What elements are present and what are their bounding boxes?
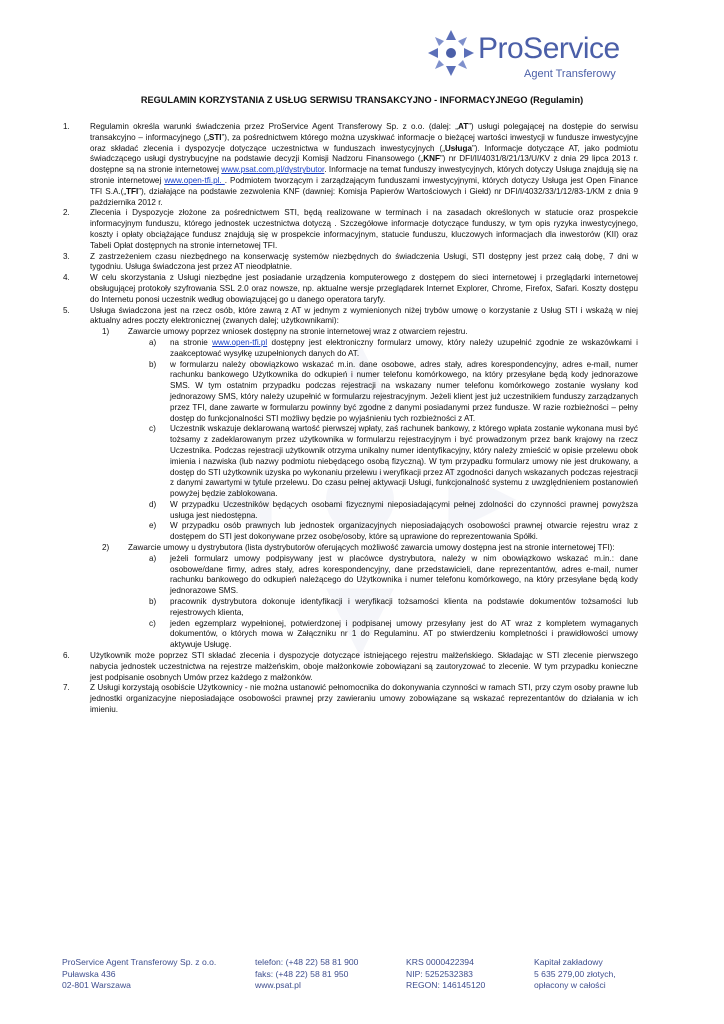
item-5-2-b: [86, 597, 638, 619]
subsection-5-2: [86, 543, 638, 554]
link-open-tfi[interactable]: www.open-tfi.pl.: [164, 175, 225, 185]
company-name: ProService Agent Transferowy Sp. z o.o.: [62, 957, 217, 967]
item-letter: a): [149, 553, 157, 563]
nip: NIP: 5252532383: [406, 968, 473, 979]
section-3: [63, 251, 638, 274]
item-text: W przypadku osób prawnych lub jednostek organizacyjnych nieposiadających osobowości prawnej otwarcie rejestru wraz z dostępem do STI jest dokonywane przez osobę/osoby, które są uprawione do reprezentowania Spółki.: [170, 521, 638, 542]
term-knf: KNF: [423, 154, 440, 164]
company-city: 02-801 Warszawa: [62, 980, 131, 990]
section-7: [63, 683, 638, 715]
text: ”). Informacje dotyczące AT, jako podmiotu świadczącego usługi dystrybucyjne na podstawie decyzji Komisji Nadzoru Finansowego („: [90, 143, 639, 164]
subsection-number: 2): [102, 543, 110, 553]
text: na stronie: [170, 337, 213, 347]
logo-diamond-icon: [426, 28, 476, 78]
text: . Informacje na temat funduszy inwestycyjnych, których dotyczy Usługa znajdują się na stronie internetowej: [90, 165, 638, 185]
section-text: Zlecenia i Dyspozycje złożone za pośrednictwem STI, będą realizowane w terminach i na zasadach określonych w statucie oraz prospekcie informacyjnym funduszu, którego jednostek uczestnictwa dotyczą . Szczegółowe informacje dotyczące funduszy, w tym opis ryzyka inwestycyjnego, koszty i opłaty obciążające fundusz znajdują się w prospekcie informacyjnym, statucie funduszu, kluczowych informacjach dla inwestorów (KII) oraz Tabeli Opłat dostępnych na stronie internetowej TFI.: [90, 208, 638, 250]
section-number: 1.: [63, 122, 70, 131]
regon: REGON: 146145120: [406, 980, 486, 990]
section-2: [63, 208, 638, 251]
item-text: w formularzu należy obowiązkowo wskazać m.in. dane osobowe, adres stały, adres korespondencyjny, adres e-mail, numer rachunku bankowego Użytkownika do odkupień i numer telefonu komórkowego, na który przesyłane będą kody jednorazowe SMS. W tym ostatnim przypadku podczas rejestracji na wskazany numer telefonu komórkowego zostanie wysłany kod jednorazowy SMS, który należy uzupełnić w formularzu rejestracyjnym. Jeżeli klient jest już uczestnikiem funduszy zarządzanych przez TFI, dane zawarte w formularzu powinny być zgodne z danymi posiadanymi przez fundusze. W razie rozbieżności – pełny dostęp do funkcjonalności STI możliwy będzie po wyjaśnieniu tych rozbieżności z AT.: [170, 359, 638, 423]
item-5-2-c: [86, 619, 638, 651]
subsection-text: Zawarcie umowy poprzez wniosek dostępny na stronie internetowej wraz z otwarciem rejestru.: [128, 327, 468, 337]
section-number: 4.: [63, 273, 70, 283]
term-usluga: Usługa: [444, 143, 472, 153]
section-number: 6.: [63, 651, 70, 661]
section-4: [63, 273, 638, 305]
subsection-5-1: [86, 327, 638, 338]
section-number: 3.: [63, 251, 70, 261]
section-5: [63, 305, 638, 328]
text: . Podmiotem tworzącym i zarządzającym funduszami inwestycyjnymi, których dotyczy Usługa jest Open Finance TFI S.A.(„: [90, 175, 639, 196]
item-letter: d): [149, 499, 157, 509]
document-title: REGULAMIN KORZYSTANIA Z USŁUG SERWISU TRANSAKCYJNO - INFORMACYJNEGO (Regulamin): [140, 95, 584, 105]
text: ”) usługi polegającej na dostępie do serwisu transakcyjno – informacyjnego („: [90, 122, 638, 142]
link-dystrybutor[interactable]: www.psat.com.pl/dystrybutor: [221, 165, 325, 175]
item-5-1-b: [86, 360, 638, 425]
text: dostępny jest elektroniczny formularz umowy, który należy uzupełnić zgodnie ze wskazówkami i zaakceptować wysyłkę uzupełnionych danych do AT.: [170, 337, 638, 358]
company-street: Puławska 436: [62, 968, 116, 979]
section-1: [63, 122, 639, 208]
item-text: jeżeli formularz umowy podpisywany jest w placówce dystrybutora, należy w nim obowiązkowo wskazać m.in.: dane osobowe/dane firmy, adres stały, adres korespondencyjny, dane przedstawicieli, dane reprezentantów, adres e-mail, numer rachunku bankowego do odkupień należącego do Użytkownika i numer telefonu komórkowego, na który przesyłane będą kody jednorazowe SMS.: [170, 553, 638, 596]
capital-amount: 5 635 279,00 złotych,: [534, 968, 616, 979]
regulation-body: [63, 122, 639, 716]
footer-registry: [406, 957, 485, 992]
item-5-2-a: [86, 554, 638, 597]
term-at: AT: [457, 122, 469, 131]
section-text: Użytkownik może poprzez STI składać zlecenia i dyspozycje dotyczące istniejącego rejestru małżeńskiego. Składając w STI zlecenie pierwszego nabycia jednostek uczestnictwa na rejestrze małżeńskim, oboje małżonkowie zobowiązani są zautoryzować to zlecenie. W tym przypadku konieczne jest podpisanie osobnych Umów przez każdego z małżonków.: [90, 651, 638, 682]
item-text: pracownik dystrybutora dokonuje identyfikacji i weryfikacji tożsamości klienta na podstawie dokumentów tożsamości lub rejestrowych klienta,: [170, 597, 638, 617]
fax: faks: (+48 22) 58 81 950: [255, 968, 349, 979]
capital-label: Kapitał zakładowy: [534, 957, 603, 967]
krs: KRS 0000422394: [406, 957, 474, 967]
text: ”), za pośrednictwem którego można uzyskiwać informacje o bieżącej wartości inwestycji w fundusze inwestycyjne oraz składać zlecenia i dyspozycje dotyczące uczestnictwa w funduszach inwestycyjnych („: [90, 132, 638, 153]
item-letter: a): [149, 337, 157, 347]
section-6: [63, 651, 638, 683]
footer-company: [62, 957, 216, 992]
item-text: W przypadku Uczestników będących osobami fizycznymi nieposiadającymi pełnej zdolności do czynności prawnej powyższa usługa jest niedostępna.: [170, 499, 638, 520]
section-number: 5.: [63, 305, 70, 315]
capital-status: opłacony w całości: [534, 980, 606, 990]
item-letter: c): [149, 424, 156, 434]
footer-capital: [534, 957, 616, 992]
item-letter: e): [149, 521, 157, 531]
website-link[interactable]: www.psat.pl: [255, 980, 301, 990]
term-tfi: TFI: [126, 186, 139, 196]
section-number: 2.: [63, 208, 70, 218]
section-text: W celu skorzystania z Usługi niezbędne jest posiadanie urządzenia komputerowego z dostępem do sieci internetowej i przeglądarki internetowej obsługującej protokoły szyfrowania SSL 2.0 oraz nowsze, np. aktualne wersje przeglądarek Internet Explorer, Chrome, Firefox, Safari. Koszty dostępu do Internetu ponosi uczestnik według obowiązującej go u danego operatora taryfy.: [90, 273, 638, 304]
text: Regulamin określa warunki świadczenia przez ProService Agent Transferowy Sp. z o.o. (dalej: „: [90, 122, 458, 131]
term-sti: STI: [208, 132, 222, 142]
subsection-number: 1): [102, 327, 110, 337]
item-text: jeden egzemplarz wypełnionej, potwierdzonej i podpisanej umowy przesyłany jest do AT wraz z kompletem wymaganych dokumentów, o których mowa w Załączniku nr 1 do Regulaminu. AT po stwierdzeniu kompletności i prawidłowości umowy aktywuje Usługę.: [170, 618, 638, 650]
proservice-logo: [426, 28, 686, 90]
item-5-1-c: [86, 424, 638, 500]
section-text: Usługa świadczona jest na rzecz osób, które zawrą z AT w jednym z wymienionych niżej trybów umowę o korzystanie z Usług STI i wskażą w niej aktualny adres poczty elektronicznej (zwanych dalej; użytkownikami):: [90, 305, 638, 326]
link-open-tfi-form[interactable]: www.open-tfi.pl: [212, 337, 268, 347]
text: ”), działające na podstawie zezwolenia KNF (dawniej: Komisja Papierów Wartościowych i Giełd) nr DFI/I/4032/33/1/12/83-1/KM z dnia 9 października 2012 r.: [90, 186, 638, 207]
item-5-1-e: [86, 521, 638, 543]
item-5-1-d: [86, 500, 638, 522]
phone: telefon: (+48 22) 58 81 900: [255, 957, 359, 967]
section-text: Z zastrzeżeniem czasu niezbędnego na konserwację systemów niezbędnych do świadczenia Usługi, STI dostępny jest przez całą dobę, 7 dni w tygodniu. Usługa świadczona jest przez AT nieodpłatnie.: [90, 251, 638, 272]
item-5-1-a: [86, 338, 638, 360]
footer-contact: [255, 957, 358, 992]
section-number: 7.: [63, 683, 70, 693]
item-letter: c): [149, 618, 156, 628]
item-letter: b): [149, 597, 157, 607]
brand-name: ProService: [478, 32, 620, 65]
brand-subtitle: Agent Transferowy: [524, 68, 616, 80]
subsection-text: Zawarcie umowy u dystrybutora (lista dystrybutorów oferujących możliwość zawarcia umowy dostępna jest na stronie internetowej TFI):: [128, 543, 615, 553]
text: ”) nr DFI/II/4031/8/21/13/U/KV z dnia 29 lipca 2013 r. dostępne są na stronie internetowej: [90, 154, 638, 175]
section-text: Z Usługi korzystają osobiście Użytkownicy - nie można ustanowić pełnomocnika do dokonywania czynności w ramach STI, przy czym osoby prawne lub jednostki organizacyjne nieposiadające osobowości prawnej przy zawieraniu umowy zobowiązane są wskazać reprezentantów do działania w ich imieniu.: [90, 683, 638, 715]
item-text: Uczestnik wskazuje deklarowaną wartość pierwszej wpłaty, zaś rachunek bankowy, z którego wpłata zostanie wykonana musi być tożsamy z zadeklarowanym przez użytkownika w formularzu rejestracyjnym i być prowadzonym przez bank krajowy na rzecz Uczestnika. Podczas rejestracji użytkownik otrzyma unikalny numer identyfikacyjny, który należy zmieścić w opisie przelewu obok imienia i nazwiska (lub nazwy podmiotu niebędącego osobą fizyczną). W tym przypadku formularz umowy nie jest drukowany, a dostęp do STI użytkownik uzyska po wykonaniu przelewu i weryfikacji przez AT zgodności danych wskazanych podczas rejestracji z danymi zawartymi w tytule przelewu. Do czasu pełnej aktywacji Usługi, funkcjonalność systemu z uwzględnieniem postanowień powyżej będzie zablokowana.: [170, 424, 638, 499]
item-letter: b): [149, 359, 157, 369]
